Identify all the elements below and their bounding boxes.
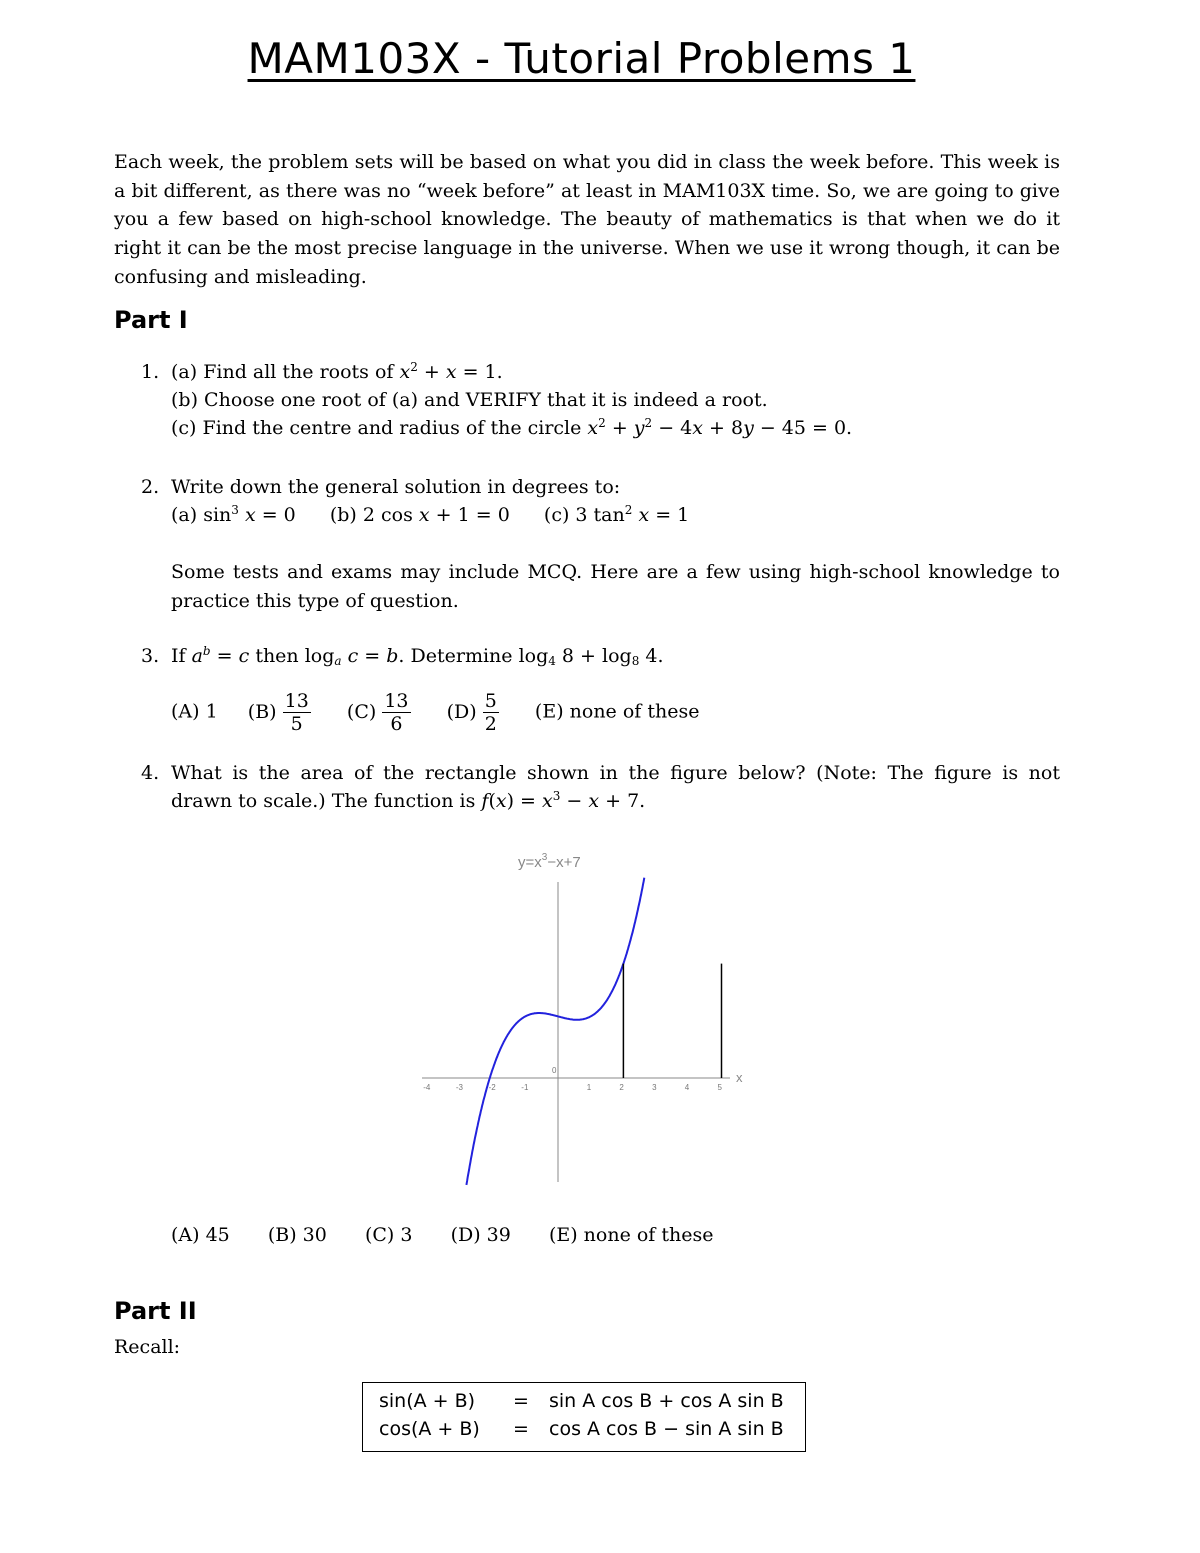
x-axis-label: x bbox=[736, 1070, 743, 1085]
x-tick-label: -1 bbox=[521, 1083, 529, 1092]
q1a-equation: $x^2 + x = 1$. bbox=[399, 360, 503, 383]
identity-eq: = bbox=[513, 1418, 529, 1440]
q1c-text: Find the centre and radius of the circle bbox=[202, 417, 582, 439]
identity-row bbox=[363, 1390, 805, 1418]
recall-label: Recall: bbox=[114, 1336, 181, 1358]
q2b: (b) 2 cos x + 1 = 0 bbox=[329, 504, 510, 526]
q4-option-a[interactable]: (A) 45 bbox=[171, 1224, 230, 1246]
q3-option-e[interactable]: (E) none of these bbox=[534, 700, 700, 723]
x-tick-label: 5 bbox=[717, 1083, 722, 1092]
q4-option-d[interactable]: (D) 39 bbox=[450, 1224, 511, 1246]
q1b-label: (b) bbox=[171, 389, 198, 411]
q3-options bbox=[171, 690, 699, 735]
q1b bbox=[171, 389, 768, 411]
q2c: (c) 3 $\tan^2 x = 1$ bbox=[543, 503, 690, 526]
x-tick-label: -3 bbox=[455, 1083, 464, 1092]
q1c-label: (c) bbox=[171, 417, 197, 439]
identity-box bbox=[362, 1382, 806, 1452]
x-tick-label: 0 bbox=[552, 1066, 557, 1075]
q4-text-2: drawn to scale.) The function is $f(x) = x^3 - x + 7$. bbox=[171, 789, 646, 812]
q4-option-e[interactable]: (E) none of these bbox=[548, 1224, 714, 1246]
q4-option-b[interactable]: (B) 30 bbox=[267, 1224, 327, 1246]
q3-option-b[interactable]: (B) $\frac{13}{5}$ bbox=[247, 690, 309, 735]
q4-text-1: What is the area of the rectangle shown in the figure below? (Note: The figure is not bbox=[171, 762, 1060, 784]
identity-rhs: sin A cos B + cos A sin B bbox=[549, 1390, 784, 1412]
x-tick-label: -4 bbox=[423, 1083, 431, 1092]
x-tick-label: 3 bbox=[652, 1083, 657, 1092]
q2-text: Write down the general solution in degrees to: bbox=[171, 476, 621, 498]
q3-option-d[interactable]: (D) $\frac{5}{2}$ bbox=[446, 690, 497, 735]
identity-lhs: cos(A + B) bbox=[379, 1418, 480, 1440]
identity-row bbox=[363, 1418, 805, 1446]
q4-number: 4. bbox=[141, 762, 160, 784]
chart-title: $y=x^3-x+7$ bbox=[518, 852, 581, 871]
q1c-equation: $x^2 + y^2 - 4x + 8y - 45 = 0$. bbox=[587, 416, 853, 439]
x-tick-label: 2 bbox=[619, 1083, 624, 1092]
intro-paragraph: Each week, the problem sets will be based on what you did in class the week before. This week is a bit different, as there was no “week before” at least in MAM103X time. So, we are going to give you a few based on high-school knowledge. The beauty of mathematics is that when we do it right it can be the most precise language in the universe. When we use it wrong though, it can be confusing and misleading. bbox=[114, 151, 1060, 288]
x-tick-label: -2 bbox=[488, 1083, 496, 1092]
q3-option-c[interactable]: (C) $\frac{13}{6}$ bbox=[346, 690, 409, 735]
q3-option-a[interactable]: (A) 1 bbox=[171, 700, 218, 723]
q3-text: If $a^b = c$ then $\log_a c = b$. Determine $\log_4 8 + \log_8 4$. bbox=[171, 644, 664, 668]
q3-number: 3. bbox=[141, 645, 160, 667]
q2-number: 2. bbox=[141, 476, 160, 498]
q1a-text: Find all the roots of bbox=[203, 361, 394, 383]
page-title: MAM103X - Tutorial Problems 1 bbox=[247, 34, 916, 83]
q4-option-c[interactable]: (C) 3 bbox=[364, 1224, 413, 1246]
part-2-heading: Part II bbox=[114, 1297, 197, 1325]
q2-parts bbox=[171, 504, 689, 526]
function-curve bbox=[466, 878, 644, 1185]
rectangle-sides bbox=[623, 964, 721, 1078]
identity-rhs: cos A cos B − sin A sin B bbox=[549, 1418, 784, 1440]
q1a bbox=[171, 361, 503, 383]
q4-options bbox=[171, 1224, 714, 1246]
part-1-heading: Part I bbox=[114, 306, 188, 334]
identity-eq: = bbox=[513, 1390, 529, 1412]
q1a-label: (a) bbox=[171, 361, 198, 383]
q1-number: 1. bbox=[141, 361, 160, 383]
identity-lhs: sin(A + B) bbox=[379, 1390, 476, 1412]
function-graph bbox=[400, 840, 760, 1190]
q1c bbox=[171, 417, 852, 439]
q1b-text: Choose one root of (a) and VERIFY that it is indeed a root. bbox=[204, 389, 768, 411]
mcq-note: Some tests and exams may include MCQ. Here are a few using high-school knowledge to practice this type of question. bbox=[171, 561, 1060, 612]
x-tick-label: 4 bbox=[684, 1083, 690, 1092]
x-tick-labels bbox=[423, 1066, 722, 1092]
x-tick-label: 1 bbox=[586, 1083, 592, 1092]
q2a: (a) $\sin^3 x = 0$ bbox=[171, 503, 296, 526]
